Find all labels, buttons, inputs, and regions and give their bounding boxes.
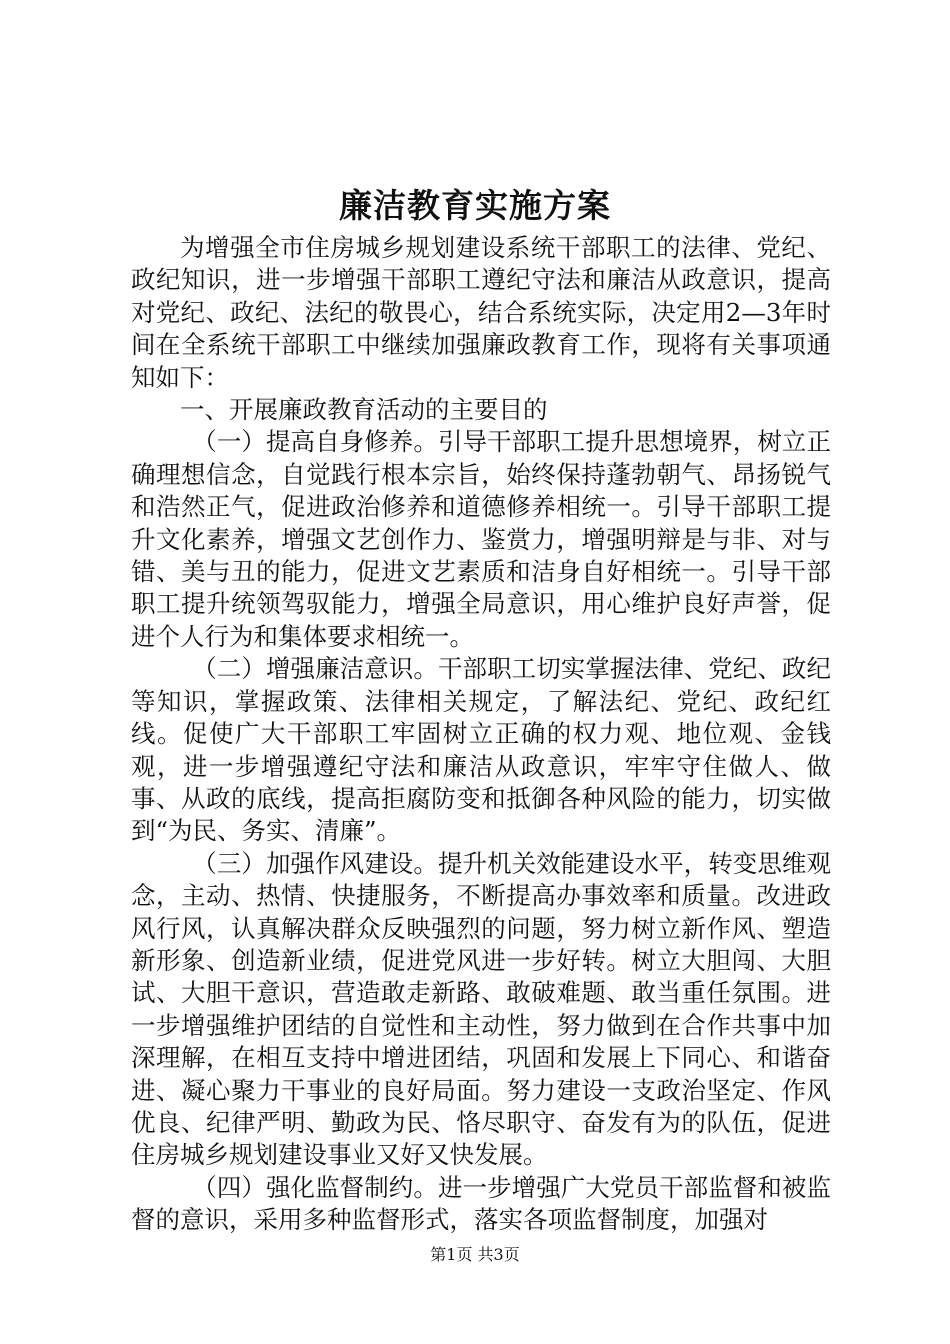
subsection-paragraph-3: （三）加强作风建设。提升机关效能建设水平，转变思维观念，主动、热情、快捷服务，不断提高办事效率和质量。改进政风行风，认真解决群众反映强烈的问题，努力树立新作风、塑造新形象、创造新业绩，促进党风进一步好转。树立大胆闯、大胆试、大胆干意识，营造敢走新路、敢破难题、敢当重任氛围。进一步增强维护团结的自觉性和主动性，努力做到在合作共事中加深理解，在相互支持中增进团结，巩固和发展上下同心、和谐奋进、凝心聚力干事业的良好局面。努力建设一支政治坚定、作风优良、纪律严明、勤政为民、恪尽职守、奋发有为的队伍，促进住房城乡规划建设事业又好又快发展。 — [131, 848, 831, 1170]
page-number-footer: 第1页 共3页 — [430, 1245, 520, 1264]
document-body — [131, 232, 831, 1237]
subsection-paragraph-1: （一）提高自身修养。引导干部职工提升思想境界，树立正确理想信念，自觉践行根本宗旨，始终保持蓬勃朝气、昂扬锐气和浩然正气，促进政治修养和道德修养相统一。引导干部职工提升文化素养，增强文艺创作力、鉴赏力，增强明辩是与非、对与错、美与丑的能力，促进文艺素质和洁身自好相统一。引导干部职工提升统领驾驭能力，增强全局意识，用心维护良好声誉，促进个人行为和集体要求相统一。 — [131, 427, 831, 651]
document-title: 廉洁教育实施方案 — [339, 186, 611, 225]
subsection-paragraph-4: （四）强化监督制约。进一步增强广大党员干部监督和被监督的意识，采用多种监督形式，落实各项监督制度，加强对 — [131, 1172, 831, 1235]
intro-paragraph: 为增强全市住房城乡规划建设系统干部职工的法律、党纪、政纪知识，进一步增强干部职工遵纪守法和廉洁从政意识，提高对党纪、政纪、法纪的敬畏心，结合系统实际，决定用2—3年时间在全系统干部职工中继续加强廉政教育工作，现将有关事项通知如下： — [131, 233, 831, 392]
subsection-paragraph-2: （二）增强廉洁意识。干部职工切实掌握法律、党纪、政纪等知识，掌握政策、法律相关规定，了解法纪、党纪、政纪红线。促使广大干部职工牢固树立正确的权力观、地位观、金钱观，进一步增强遵纪守法和廉洁从政意识，牢牢守住做人、做事、从政的底线，提高拒腐防变和抵御各种风险的能力，切实做到“为民、务实、清廉”。 — [131, 654, 831, 846]
section-heading-1: 一、开展廉政教育活动的主要目的 — [180, 395, 548, 425]
